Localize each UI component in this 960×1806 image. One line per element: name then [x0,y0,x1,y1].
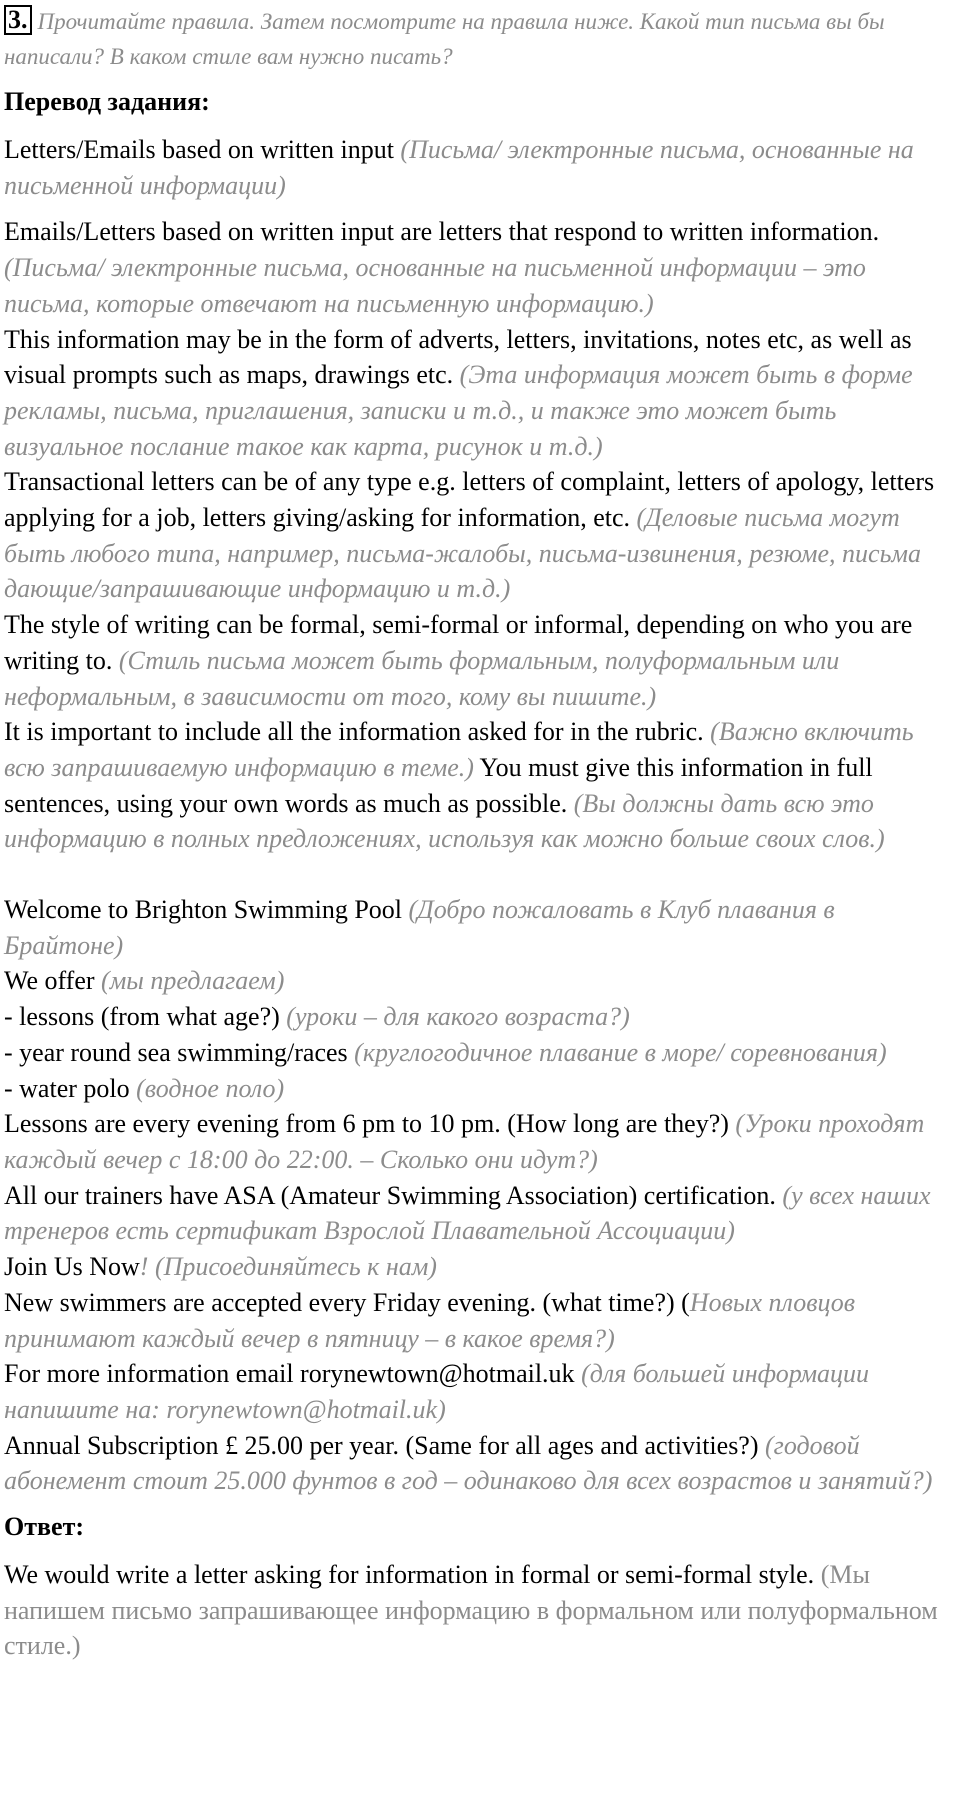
p5-ru: (Важно включить всю запрашиваемую информацию в теме.) [4,717,914,782]
p5-en: It is important to include all the information asked for in the rubric. [4,717,704,747]
advert-new-swimmers [4,1285,956,1356]
trainers-ru: (у всех наших тренеров есть сертификат Взрослой Плавательной Ассоциации) [4,1180,931,1246]
email-en: For more information email rorynewtown@hotmail.uk [4,1359,575,1389]
rules-paragraph-3 [4,464,956,607]
new-en: New swimmers are accepted every Friday evening. (what time?) ( [4,1287,690,1317]
join-ru: ! (Присоединяйтесь к нам) [139,1252,437,1282]
offer-en: We offer [4,966,95,996]
item3-en: - water polo [4,1073,130,1103]
email-ru: (для большей информации напишите на: rorynewtown@hotmail.uk) [4,1359,870,1424]
p2-en: This information may be in the form of adverts, letters, invitations, notes etc, as well as visual prompts such as maps, drawings etc. [4,324,912,390]
p1-en: Emails/Letters based on written input are letters that respond to written information. [4,217,880,247]
advert-welcome [4,892,956,963]
rules-title [4,132,956,203]
advert-item-water-polo [4,1071,956,1107]
answer-ru: (Мы напишем письмо запрашивающее информацию в формальном или полуформальном стиле.) [4,1560,938,1661]
new-ru: Новых пловцов принимают каждый вечер в пятницу – в какое время?) [4,1287,856,1353]
p5b-ru: (Вы должны дать всю это информацию в полных предложениях, используя как можно больше своих слов.) [4,788,885,854]
advert-offer [4,963,956,999]
welcome-ru: (Добро пожаловать в Клуб плавания в Брайтоне) [4,895,835,960]
sub-en: Annual Subscription £ 25.00 per year. (Same for all ages and activities?) [4,1430,759,1460]
lessons-ru: (Уроки проходят каждый вечер с 18:00 до 22:00. – Сколько они идут?) [4,1109,925,1174]
rules-paragraph-4 [4,607,956,714]
p4-ru: (Стиль письма может быть формальным, полуформальным или неформальным, в зависимости от того, кому вы пишите.) [4,645,840,711]
advert-trainers [4,1178,956,1249]
advert-item-sea-swimming [4,1035,956,1071]
item3-ru: (водное поло) [136,1073,285,1103]
advert-email [4,1356,956,1427]
task-instruction [4,4,956,74]
sub-ru: (годовой абонемент стоит 25.000 фунтов в год – одинаково для всех возрастов и занятий?) [4,1430,933,1496]
advert-subscription [4,1428,956,1499]
rules-title-ru: (Письма/ электронные письма, основанные на письменной информации) [4,135,914,200]
item1-en: - lessons (from what age?) [4,1002,280,1032]
p3-en: Transactional letters can be of any type e.g. letters of complaint, letters of apology, letters applying for a job, letters giving/asking for information, etc. [4,467,935,533]
answer-en: We would write a letter asking for information in formal or semi-formal style. [4,1560,815,1590]
p1-ru: (Письма/ электронные письма, основанные на письменной информации – это письма, которые отвечают на письменную информацию.) [4,253,866,318]
lessons-en: Lessons are every evening from 6 pm to 10 pm. (How long are they?) [4,1109,729,1139]
advert-item-lessons [4,999,956,1035]
trainers-en: All our trainers have ASA (Amateur Swimming Association) certification. [4,1180,776,1210]
task-number: 3. [4,5,32,35]
rules-paragraph-1 [4,214,956,321]
offer-ru: (мы предлагаем) [101,966,285,996]
p3-ru: (Деловые письма могут быть любого типа, например, письма-жалобы, письма-извинения, резюме, письма дающие/запрашивающие информацию и т.д.) [4,503,922,604]
p5b-en: You must give this information in full sentences, using your own words as much as possible. [4,752,873,818]
item1-ru: (уроки – для какого возраста?) [286,1002,630,1032]
answer-heading: Ответ: [4,1512,85,1542]
p2-ru: (Эта информация может быть в форме рекламы, письма, приглашения, записки и т.д., и также это может быть визуальное послание такое как карта, рисунок и т.д.) [4,360,913,461]
answer-text [4,1557,956,1664]
rules-paragraph-5 [4,714,956,857]
join-en: Join Us Now [4,1252,140,1282]
translation-heading: Перевод задания: [4,87,210,116]
task-text: Прочитайте правила. Затем посмотрите на правила ниже. Какой тип письма вы бы написали? В каком стиле вам нужно писать? [4,9,885,69]
p4-en: The style of writing can be formal, semi-formal or informal, depending on who you are writing to. [4,610,913,675]
item2-en: - year round sea swimming/races [4,1037,348,1067]
rules-paragraph-2 [4,322,956,465]
rules-title-en: Letters/Emails based on written input [4,135,394,164]
item2-ru: (круглогодичное плавание в море/ соревнования) [354,1037,887,1067]
advert-lessons-time [4,1106,956,1177]
welcome-en: Welcome to Brighton Swimming Pool [4,895,403,925]
advert-join [4,1249,956,1285]
